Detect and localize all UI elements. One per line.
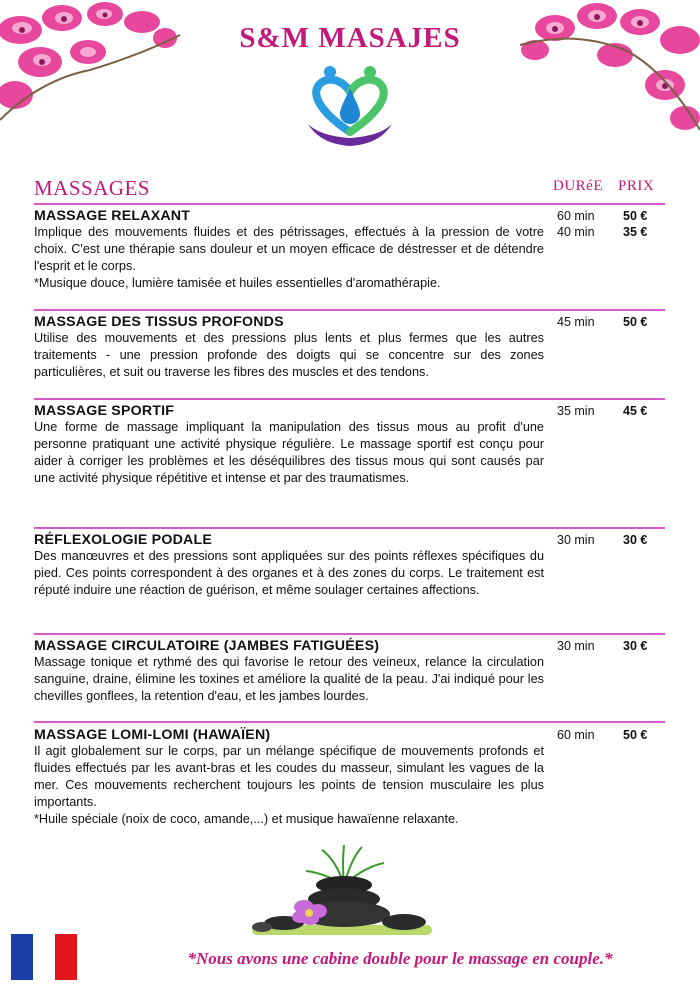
couple-cabin-note: *Nous avons une cabine double pour le massage en couple.*: [187, 949, 613, 968]
massage-item: [34, 532, 664, 599]
massage-description: Utilise des mouvements et des pressions plus lents et plus fermes que les autres traitements - une pression profonde des doigts qui se concentre sur des zones particulières, et suit ou traverse les fibres des muscles et des tendons.: [34, 331, 544, 379]
massage-prices: 45 €: [623, 404, 648, 418]
massage-description: Implique des mouvements fluides et des pétrissages, effectués à la pression de votre choix. C'est une thérapie sans douleur et un moyen efficace de déstresser et de détendre l'esprit et le corps. *Musique douce, lumière tamisée et huiles essentielles d'aromathérapie.: [34, 225, 544, 290]
flag-stripe-blue: [11, 934, 33, 980]
massage-name: MASSAGE DES TISSUS PROFONDS: [34, 314, 284, 330]
massage-prices: 30 €: [623, 639, 648, 653]
massage-item: [34, 314, 664, 381]
massage-prices: 50 €: [623, 315, 648, 329]
duration-header: DURéE: [553, 178, 603, 194]
massage-name: MASSAGE CIRCULATOIRE (JAMBES FATIGUÉES): [34, 638, 380, 654]
massage-item: [34, 403, 664, 487]
massage-name: MASSAGE LOMI-LOMI (HAWAÏEN): [34, 727, 271, 743]
separator: [34, 398, 665, 400]
massage-item: [34, 727, 664, 828]
flag-stripe-red: [55, 934, 77, 980]
france-flag-icon: [11, 934, 77, 980]
separator: [34, 633, 665, 635]
massage-durations: 30 min: [557, 533, 595, 547]
hands-heart-water-drop-logo-icon: [300, 62, 400, 154]
massage-durations: 60 min: [557, 728, 595, 742]
section-title: MASSAGES: [34, 176, 151, 200]
separator: [34, 309, 665, 311]
massage-description: Massage tonique et rythmé des qui favorise le retour des veineux, relance la circulation sanguine, draine, élimine les toxines et améliore la qualité de la peau. J'ai indiqué pour les chevilles gonflees, la retention d'eau, et les jambes lourdes.: [34, 655, 544, 703]
massage-description: Une forme de massage impliquant la manipulation des tissus mous au profit d'une personne pratiquant une activité physique régulière. Le massage sportif est conçu pour aider à corriger les problèmes et les déséquilibres des tissus mous qui sont causés par une activité physique répétitive et intense et par des traumatismes.: [34, 420, 544, 485]
massage-prices: 50 €: [623, 728, 648, 742]
page-title: S&M MASAJES: [239, 22, 461, 54]
massage-durations: 45 min: [557, 315, 595, 329]
massage-prices: 30 €: [623, 533, 648, 547]
massage-durations: 30 min: [557, 639, 595, 653]
orchid-decoration-left: [0, 0, 185, 140]
massage-description: Il agit globalement sur le corps, par un mélange spécifique de mouvements profonds et fluides effectués par les avant-bras et les coudes du masseur, simulant les vagues de la mer. Ces mouvements recherchent toujours les points de tension musculaire les plus importants. *Huile spéciale (noix de coco, amande,...) et musique hawaïenne relaxante.: [34, 744, 544, 826]
price-header: PRIX: [618, 178, 655, 194]
massage-description: Des manœuvres et des pressions sont appliquées sur des points réflexes spécifiques du pied. Ces points correspondent à des organes et à des zones du corps. Le traitement est réputé induire une réaction de guérison, et même soulager certaines affections.: [34, 549, 544, 597]
massage-durations: 60 min 40 min: [557, 209, 595, 239]
section-header: [34, 176, 660, 202]
massage-name: MASSAGE SPORTIF: [34, 403, 175, 419]
massage-name: RÉFLEXOLOGIE PODALE: [34, 532, 213, 548]
orchid-decoration-right: [515, 0, 700, 140]
massage-item: [34, 208, 664, 292]
massage-prices: 50 € 35 €: [623, 209, 648, 239]
massage-item: [34, 638, 664, 705]
separator: [34, 721, 665, 723]
separator: [34, 203, 665, 205]
zen-stones-orchid-icon: [244, 845, 444, 940]
massage-durations: 35 min: [557, 404, 595, 418]
separator: [34, 527, 665, 529]
massage-name: MASSAGE RELAXANT: [34, 208, 191, 224]
flag-stripe-white: [33, 934, 55, 980]
